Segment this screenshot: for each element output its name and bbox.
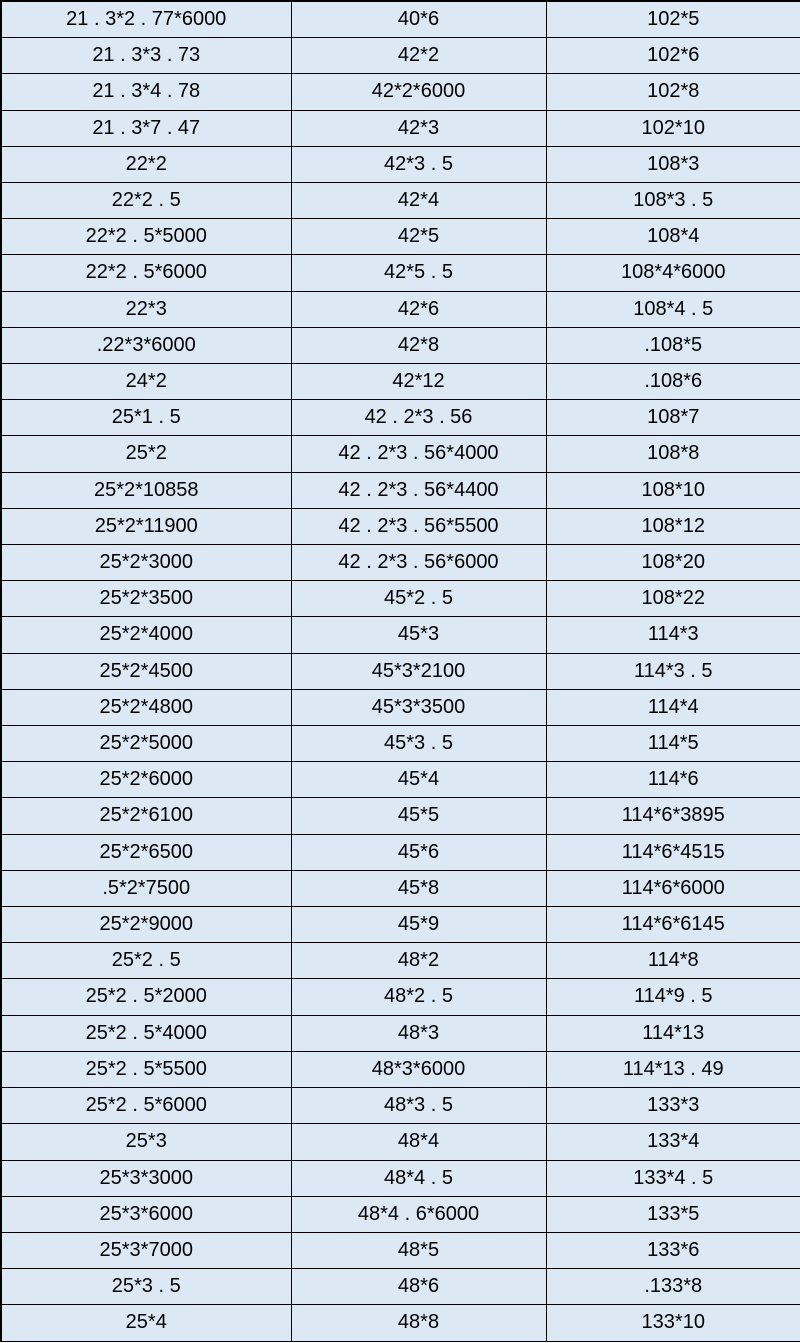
table-row: [1, 545, 800, 581]
table-cell: 114*5: [546, 726, 800, 762]
table-cell: 25*2*4000: [1, 617, 291, 653]
table-cell: 42 . 2*3 . 56*4400: [291, 472, 546, 508]
table-cell: 102*10: [546, 110, 800, 146]
table-cell: 48*2: [291, 943, 546, 979]
table-cell: 114*8: [546, 943, 800, 979]
table-cell: 42*12: [291, 364, 546, 400]
table-cell: .22*3*6000: [1, 327, 291, 363]
table-cell: 25*2*6500: [1, 834, 291, 870]
table-row: [1, 1088, 800, 1124]
table-cell: 114*3 . 5: [546, 653, 800, 689]
table-row: [1, 400, 800, 436]
table-cell: 108*4*6000: [546, 255, 800, 291]
table-cell: 25*2*6100: [1, 798, 291, 834]
table-cell: 25*2 . 5*2000: [1, 979, 291, 1015]
table-cell: 133*5: [546, 1196, 800, 1232]
table-cell: 114*6*6145: [546, 907, 800, 943]
table-cell: 48*2 . 5: [291, 979, 546, 1015]
table-cell: 48*4 . 6*6000: [291, 1196, 546, 1232]
table-cell: 48*3 . 5: [291, 1088, 546, 1124]
table-row: [1, 74, 800, 110]
table-cell: 25*2 . 5*5500: [1, 1051, 291, 1087]
table-cell: .5*2*7500: [1, 870, 291, 906]
table-row: [1, 219, 800, 255]
table-cell: 114*4: [546, 689, 800, 725]
table-row: [1, 38, 800, 74]
table-cell: 48*6: [291, 1269, 546, 1305]
table-cell: 102*8: [546, 74, 800, 110]
table-cell: 42 . 2*3 . 56*5500: [291, 508, 546, 544]
table-cell: 22*2: [1, 146, 291, 182]
table-cell: .108*5: [546, 327, 800, 363]
table-cell: 45*3 . 5: [291, 726, 546, 762]
table-cell: 42 . 2*3 . 56*4000: [291, 436, 546, 472]
table-cell: 25*2 . 5*4000: [1, 1015, 291, 1051]
table-cell: 114*6*3895: [546, 798, 800, 834]
table-cell: 114*6*4515: [546, 834, 800, 870]
table-row: [1, 508, 800, 544]
table-cell: 108*10: [546, 472, 800, 508]
table-cell: .133*8: [546, 1269, 800, 1305]
table-cell: 48*5: [291, 1232, 546, 1268]
table-cell: 108*12: [546, 508, 800, 544]
table-cell: 25*2 . 5*6000: [1, 1088, 291, 1124]
table-row: [1, 762, 800, 798]
table-cell: 25*4: [1, 1305, 291, 1341]
table-cell: 25*2*10858: [1, 472, 291, 508]
table-cell: 133*4: [546, 1124, 800, 1160]
table-cell: 108*3: [546, 146, 800, 182]
table-cell: 48*8: [291, 1305, 546, 1341]
table-row: [1, 617, 800, 653]
table-row: [1, 1232, 800, 1268]
table-cell: 25*3 . 5: [1, 1269, 291, 1305]
table-cell: 133*10: [546, 1305, 800, 1341]
table-row: [1, 1015, 800, 1051]
table-body: [1, 1, 800, 1341]
table-cell: 45*4: [291, 762, 546, 798]
table-cell: 102*5: [546, 1, 800, 38]
table-row: [1, 798, 800, 834]
table-cell: 45*6: [291, 834, 546, 870]
table-cell: 21 . 3*2 . 77*6000: [1, 1, 291, 38]
table-row: [1, 689, 800, 725]
table-cell: 22*2 . 5*5000: [1, 219, 291, 255]
table-cell: 42*6: [291, 291, 546, 327]
table-cell: 22*2 . 5: [1, 183, 291, 219]
table-cell: 114*6: [546, 762, 800, 798]
table-row: [1, 1124, 800, 1160]
table-cell: 25*2*3500: [1, 581, 291, 617]
table-cell: 22*2 . 5*6000: [1, 255, 291, 291]
table-cell: 42*3 . 5: [291, 146, 546, 182]
table-cell: .108*6: [546, 364, 800, 400]
table-cell: 25*3*6000: [1, 1196, 291, 1232]
table-cell: 25*2: [1, 436, 291, 472]
table-row: [1, 653, 800, 689]
table-cell: 108*20: [546, 545, 800, 581]
table-cell: 108*22: [546, 581, 800, 617]
table-cell: 45*9: [291, 907, 546, 943]
table-row: [1, 1, 800, 38]
table-cell: 48*3*6000: [291, 1051, 546, 1087]
table-cell: 108*4 . 5: [546, 291, 800, 327]
table-cell: 45*3*2100: [291, 653, 546, 689]
table-cell: 25*2*4500: [1, 653, 291, 689]
table-row: [1, 327, 800, 363]
table-cell: 108*7: [546, 400, 800, 436]
table-cell: 25*2*5000: [1, 726, 291, 762]
table-cell: 42*3: [291, 110, 546, 146]
table-row: [1, 255, 800, 291]
table-cell: 114*13 . 49: [546, 1051, 800, 1087]
table-row: [1, 726, 800, 762]
table-cell: 25*3*7000: [1, 1232, 291, 1268]
table-cell: 25*2*11900: [1, 508, 291, 544]
table-row: [1, 834, 800, 870]
table-cell: 114*9 . 5: [546, 979, 800, 1015]
table-cell: 48*3: [291, 1015, 546, 1051]
table-cell: 133*3: [546, 1088, 800, 1124]
table-cell: 102*6: [546, 38, 800, 74]
table-cell: 108*3 . 5: [546, 183, 800, 219]
table-cell: 45*3: [291, 617, 546, 653]
table-row: [1, 146, 800, 182]
table-row: [1, 1051, 800, 1087]
table-row: [1, 870, 800, 906]
table-cell: 42 . 2*3 . 56: [291, 400, 546, 436]
table-row: [1, 183, 800, 219]
table-row: [1, 1305, 800, 1341]
table-cell: 22*3: [1, 291, 291, 327]
table-cell: 45*3*3500: [291, 689, 546, 725]
table-row: [1, 907, 800, 943]
table-row: [1, 1269, 800, 1305]
table-cell: 42*8: [291, 327, 546, 363]
table-row: [1, 110, 800, 146]
table-cell: 45*2 . 5: [291, 581, 546, 617]
table-cell: 21 . 3*4 . 78: [1, 74, 291, 110]
table-row: [1, 1196, 800, 1232]
table-cell: 108*8: [546, 436, 800, 472]
table-row: [1, 1160, 800, 1196]
table-row: [1, 364, 800, 400]
table-row: [1, 943, 800, 979]
table-cell: 42*2: [291, 38, 546, 74]
table-cell: 25*2*9000: [1, 907, 291, 943]
table-row: [1, 436, 800, 472]
table-row: [1, 291, 800, 327]
table-cell: 25*2*4800: [1, 689, 291, 725]
table-cell: 133*6: [546, 1232, 800, 1268]
table-cell: 24*2: [1, 364, 291, 400]
table-cell: 25*2*3000: [1, 545, 291, 581]
table-row: [1, 581, 800, 617]
table-cell: 114*3: [546, 617, 800, 653]
table-cell: 42*5: [291, 219, 546, 255]
table-cell: 25*2*6000: [1, 762, 291, 798]
table-row: [1, 472, 800, 508]
table-cell: 48*4 . 5: [291, 1160, 546, 1196]
table-cell: 133*4 . 5: [546, 1160, 800, 1196]
table-row: [1, 979, 800, 1015]
table-cell: 42*4: [291, 183, 546, 219]
table-cell: 25*2 . 5: [1, 943, 291, 979]
table-cell: 114*13: [546, 1015, 800, 1051]
table-cell: 48*4: [291, 1124, 546, 1160]
table-cell: 21 . 3*3 . 73: [1, 38, 291, 74]
table-cell: 42*5 . 5: [291, 255, 546, 291]
table-cell: 42*2*6000: [291, 74, 546, 110]
table-cell: 21 . 3*7 . 47: [1, 110, 291, 146]
table-cell: 45*8: [291, 870, 546, 906]
table-cell: 25*3*3000: [1, 1160, 291, 1196]
table-cell: 25*3: [1, 1124, 291, 1160]
table-cell: 45*5: [291, 798, 546, 834]
table-cell: 25*1 . 5: [1, 400, 291, 436]
table-cell: 42 . 2*3 . 56*6000: [291, 545, 546, 581]
table-cell: 40*6: [291, 1, 546, 38]
table-cell: 108*4: [546, 219, 800, 255]
table-cell: 114*6*6000: [546, 870, 800, 906]
